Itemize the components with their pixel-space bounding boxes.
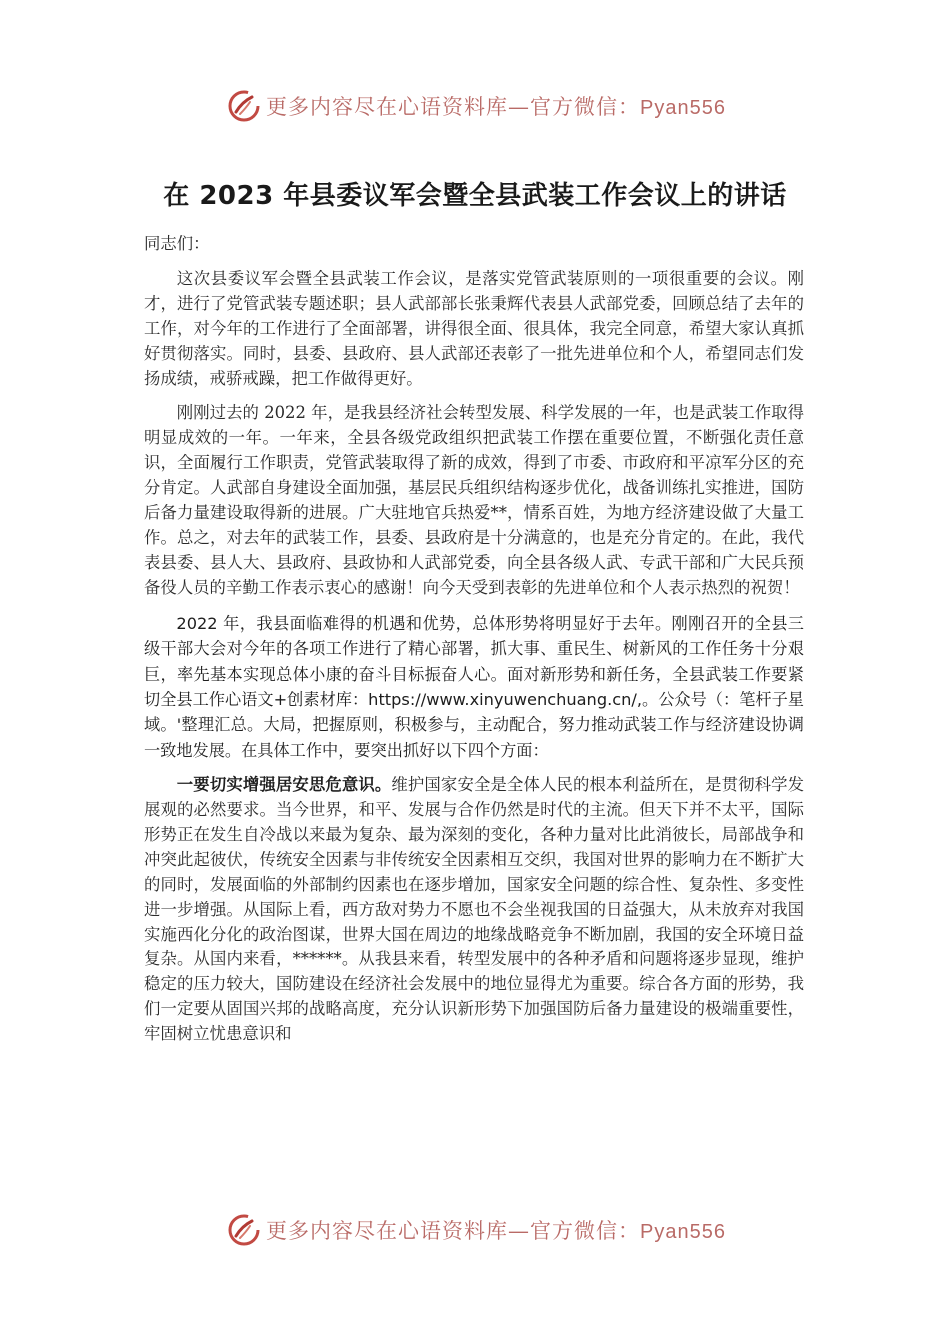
brush-circle-logo-icon xyxy=(226,88,262,124)
paragraph-3: 2022 年，我县面临难得的机遇和优势，总体形势将明显好于去年。刚刚召开的全县三级干部大会对今年的各项工作进行了精心部署，抓大事、重民生、树新风的工作任务十分艰巨，率先基本实现总体小康的奋斗目标振奋人心。面对新形势和新任务，全县武装工作要紧切全县工作心语文+创素材库：https://www.xinyuwenchuang.cn/,。公众号（：笔杆子星域。'整理汇总。大局，把握原则，积极参与，主动配合，努力推动武装工作与经济建设协调一致地发展。在具体工作中，要突出抓好以下四个方面： xyxy=(144,613,804,760)
brush-circle-logo-icon xyxy=(226,1212,262,1248)
section-body: 维护国家安全是全体人民的根本利益所在，是贯彻科学发展观的必然要求。当今世界，和平、发展与合作仍然是时代的主流。但天下并不太平，国际形势正在发生自冷战以来最为复杂、最为深刻的变化，各种力量对比此消彼长，局部战争和冲突此起彼伏，传统安全因素与非传统安全因素相互交织，我国对世界的影响力在不断扩大的同时，发展面临的外部制约因素也在逐步增加，国家安全问题的综合性、复杂性、多变性进一步增强。从国际上看，西方敌对势力不愿也不会坐视我国的日益强大，从未放弃对我国实施西化分化的政治图谋，世界大国在周边的地缘战略竞争不断加剧，我国的安全环境日益复杂。从国内来看，******。从我县来看，转型发展中的各种矛盾和问题将逐步显现，维护稳定的压力较大，国防建设在经济社会发展中的地位显得尤为重要。综合各方面的形势，我们一定要从固国兴邦的战略高度，充分认识新形势下加强国防后备力量建设的极端重要性，牢固树立忧患意识和 xyxy=(144,775,804,1044)
greeting: 同志们： xyxy=(144,234,210,253)
banner-text: 更多内容尽在心语资料库—官方微信：Pyan556 xyxy=(266,1219,726,1243)
header-watermark-banner xyxy=(226,86,726,126)
page-title: 在 2023 年县委议军会暨全县武装工作会议上的讲话 xyxy=(163,181,787,211)
document-body xyxy=(144,232,804,1047)
paragraph-4 xyxy=(144,773,804,1047)
section-lead: 一要切实增强居安思危意识。 xyxy=(176,775,392,795)
banner-brand: Pyan556 xyxy=(640,97,726,119)
banner-brand: Pyan556 xyxy=(640,1221,726,1243)
paragraph-2: 刚刚过去的 2022 年，是我县经济社会转型发展、科学发展的一年，也是武装工作取得明显成效的一年。一年来，全县各级党政组织把武装工作摆在重要位置，不断强化责任意识，全面履行工作职责，党管武装取得了新的成效，得到了市委、市政府和平凉军分区的充分肯定。人武部自身建设全面加强，基层民兵组织结构逐步优化，战备训练扎实推进，国防后备力量建设取得新的进展。广大驻地官兵热爱**，情系百姓，为地方经济建设做了大量工作。总之，对去年的武装工作，县委、县政府是十分满意的，也是充分肯定的。在此，我代表县委、县人大、县政府、县政协和人武部党委，向全县各级人武、专武干部和广大民兵预备役人员的辛勤工作表示衷心的感谢！向今天受到表彰的先进单位和个人表示热烈的祝贺！ xyxy=(144,403,804,597)
footer-watermark-banner xyxy=(226,1210,726,1250)
paragraph-1: 这次县委议军会暨全县武装工作会议，是落实党管武装原则的一项很重要的会议。刚才，进行了党管武装专题述职；县人武部部长张秉辉代表县人武部党委，回顾总结了去年的工作，对今年的工作进行了全面部署，讲得很全面、很具体，我完全同意，希望大家认真抓好贯彻落实。同时，县委、县政府、县人武部还表彰了一批先进单位和个人，希望同志们发扬成绩，戒骄戒躁，把工作做得更好。 xyxy=(144,268,804,388)
banner-text: 更多内容尽在心语资料库—官方微信：Pyan556 xyxy=(266,95,726,119)
